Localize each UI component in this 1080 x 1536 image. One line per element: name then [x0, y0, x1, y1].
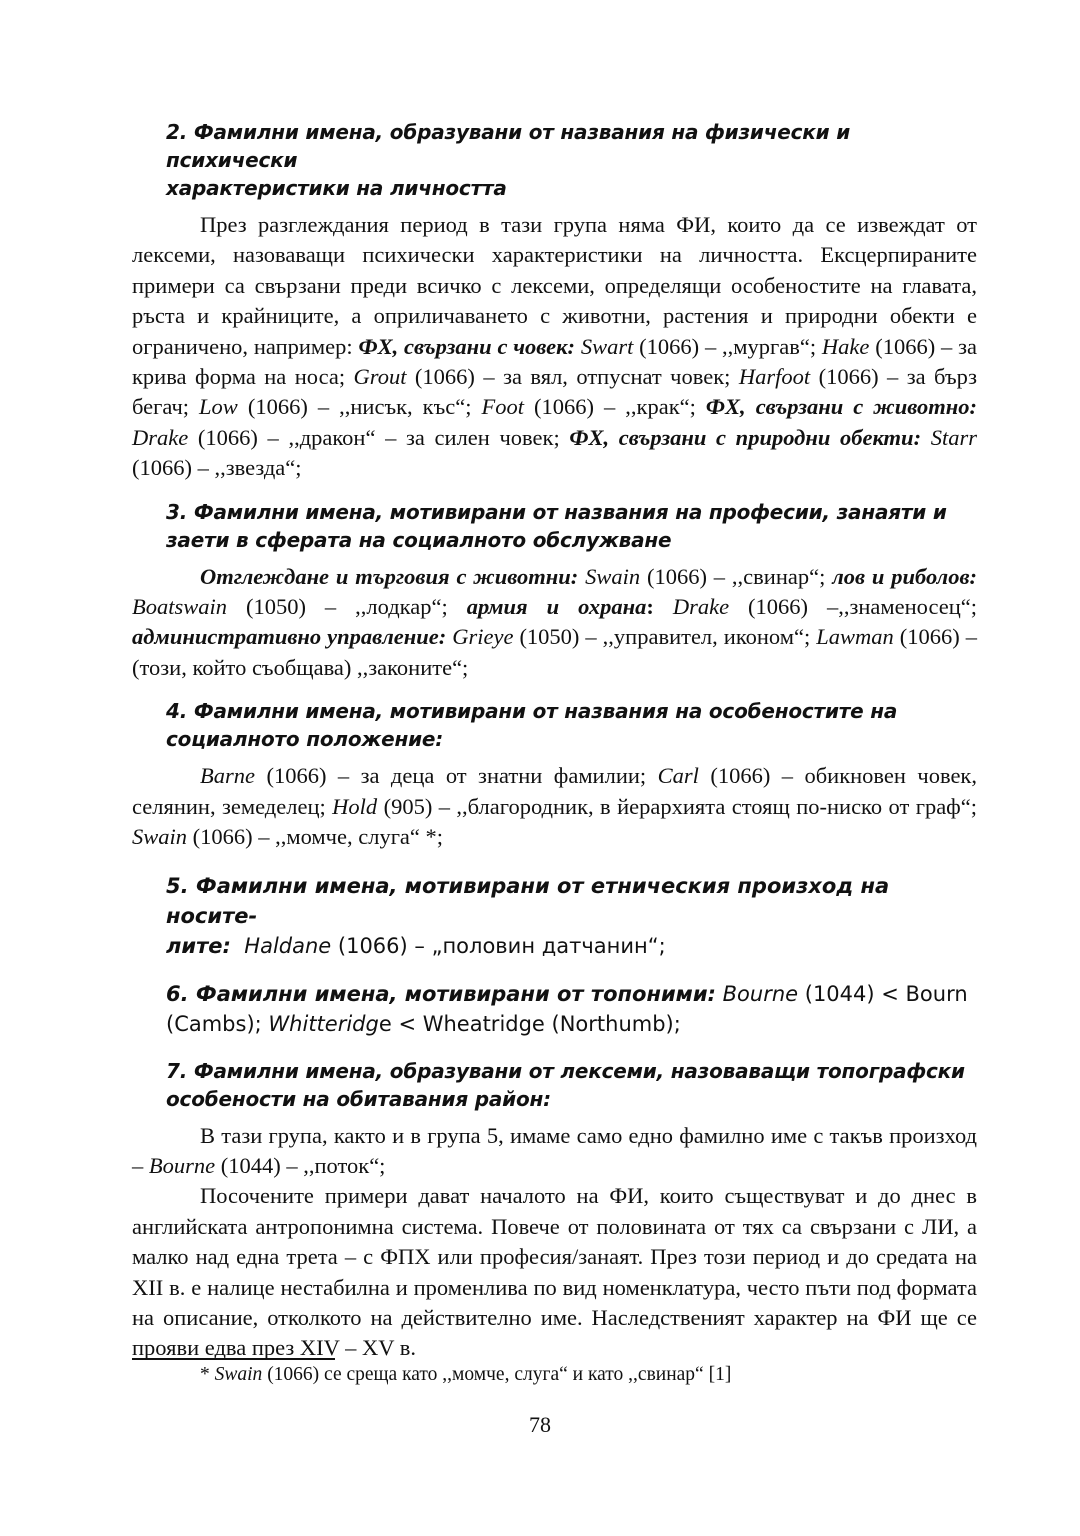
- surname: Boatswain: [132, 594, 228, 620]
- section-4-heading-line-1: 4. Фамилни имена, мотивирани от названия на особеностите на: [166, 699, 898, 724]
- section-7-paragraph-1: [132, 1121, 977, 1182]
- text-run: (1066) – ,,крак“;: [523, 394, 706, 420]
- surname: Starr: [930, 424, 978, 450]
- surname: Haldane: [244, 933, 332, 958]
- text-run: (1066) –,,знаменосец“;: [729, 594, 978, 620]
- section-2-heading: [132, 118, 977, 202]
- surname: Barne: [200, 763, 255, 789]
- section-4-paragraph: [132, 761, 977, 852]
- footnote-marker: *: [200, 1364, 215, 1385]
- section-5-heading-line-2: лите:: [166, 933, 231, 958]
- section-5: [132, 871, 977, 961]
- surname: Swain: [132, 824, 188, 850]
- section-3-heading-line-1: 3. Фамилни имена, мотивирани от названия на професии, занаяти и: [166, 499, 947, 524]
- surname: Grieye: [452, 624, 514, 650]
- text-run: (1066) – ,,звезда“;: [132, 455, 302, 481]
- text-run: e < Wheatridge (Northumb);: [378, 1011, 681, 1036]
- section-6: [132, 979, 977, 1039]
- surname: Swart: [580, 333, 634, 359]
- section-6-heading: 6. Фамилни имена, мотивирани от топоними:: [166, 981, 716, 1006]
- text-run: (1066) – „половин датчанин“;: [331, 933, 666, 958]
- text-run: (1050) – ,,управител, иконом“;: [513, 624, 817, 650]
- text-run: (1066) – ,,свинар“;: [640, 563, 833, 589]
- surname: Hold: [332, 793, 378, 819]
- surname: Swain: [214, 1364, 263, 1385]
- category-label: административно управление:: [132, 624, 447, 650]
- section-3-heading: [132, 498, 977, 554]
- text-run: (1066) – ,,нисък, къс“;: [237, 394, 482, 420]
- category-label: ФХ, свързани с природни обекти:: [569, 424, 922, 450]
- surname: Foot: [481, 394, 524, 420]
- surname: Swain: [585, 563, 641, 589]
- section-2-heading-line-2: характеристики на личността: [166, 176, 507, 200]
- surname: Lawman: [816, 624, 894, 650]
- text-run: (1066) – за деца от знатни фамилии;: [255, 763, 658, 789]
- category-label: ФХ, свързани с човек:: [358, 333, 575, 359]
- category-label: ФХ, свързани с животно:: [705, 394, 977, 420]
- text-run: (1044) – ,,поток“;: [215, 1152, 386, 1178]
- surname: Harfoot: [738, 364, 811, 390]
- section-3-heading-line-2: заети в сферата на социалното обслужване: [166, 527, 672, 552]
- text-run: (905) – ,,благородник, в йерархията стоящ по-ниско от граф“;: [377, 793, 977, 819]
- section-4-heading: [132, 697, 977, 753]
- text-run: (1066) – (този, който съобщава) ,,законите“;: [132, 624, 977, 680]
- text-run: (1066) – за крива форма на носа;: [132, 333, 977, 390]
- surname: Hake: [821, 333, 870, 359]
- text-run: (1050) – ,,лодкар“;: [227, 594, 467, 620]
- section-7-heading-line-2: особености на обитавания район:: [166, 1086, 551, 1111]
- surname: Bourne: [722, 981, 799, 1006]
- category-label: лов и риболов:: [832, 563, 978, 589]
- text-run: (Cambs);: [166, 1011, 269, 1036]
- text-run: През разглеждания период в тази група няма ФИ, които да се извеждат от лексеми, назоваващи психически характеристики на личността. Ексцерпираните примери са свързани преди всичко с лексеми, определящи особеностите на главата, ръста и крайниците, а оприличаването с животни, растения и природни обекти е ограничено, например:: [132, 212, 977, 359]
- footnote-divider: [132, 1358, 335, 1360]
- surname: Grout: [353, 364, 407, 390]
- surname: Drake: [672, 594, 730, 620]
- text-run: (1066) – за вял, отпуснат човек;: [406, 364, 739, 390]
- text-run: :: [646, 594, 673, 620]
- footnote-text: (1066) се среща като ,,момче, слуга“ и като ,,свинар“ [1]: [262, 1364, 732, 1385]
- text-run: (1066) – ,,дракон“ – за силен човек;: [188, 424, 570, 450]
- text-run: (1066) – обикновен човек, селянин, земеделец;: [132, 763, 977, 819]
- category-label: Отглеждане и търговия с животни:: [200, 563, 579, 589]
- section-7-heading-line-1: 7. Фамилни имена, образувани от лексеми, назоваващи топографски: [166, 1058, 965, 1083]
- surname: Carl: [657, 763, 699, 789]
- surname: Bourne: [148, 1152, 216, 1178]
- page-body: [132, 118, 977, 1364]
- section-5-heading-line-1: 5. Фамилни имена, мотивирани от етническия произход на носите-: [166, 873, 890, 928]
- text-run: (1066) – ,,момче, слуга“ *;: [187, 824, 444, 850]
- section-4-heading-line-2: социалното положение:: [166, 727, 444, 752]
- surname: Whitteridg: [268, 1011, 379, 1036]
- surname: Low: [199, 394, 238, 420]
- text-run: (1044) < Bourn: [798, 981, 968, 1006]
- section-7-heading: [132, 1057, 977, 1113]
- text-run: В тази група, както и в група 5, имаме само едно фамилно име с такъв произход –: [132, 1122, 977, 1178]
- surname: Drake: [132, 424, 189, 450]
- section-2-paragraph: [132, 210, 977, 484]
- text-run: (1066) – ,,мургав“;: [633, 333, 822, 359]
- section-3-paragraph: [132, 562, 977, 684]
- page-number: 78: [529, 1412, 551, 1437]
- section-2-heading-line-1: 2. Фамилни имена, образувани от названия на физически и психически: [166, 120, 851, 172]
- footnote: [200, 1362, 731, 1388]
- section-7-paragraph-2: Посочените примери дават началото на ФИ, които съществуват и до днес в английската антропонимна система. Повече от половината от тях са свързани с ЛИ, а малко над една трета – с ФПХ или професия/занаят. През този период и до средата на XII в. е налице нестабилна и променлива по вид номенклатура, често пъти под формата на описание, отколкото на действително име. Наследственият характер на ФИ ще се прояви едва през XIV – XV в.: [132, 1183, 977, 1361]
- text-run: (1066) – за бърз бегач;: [132, 364, 977, 420]
- category-label: армия и охрана: [466, 594, 647, 620]
